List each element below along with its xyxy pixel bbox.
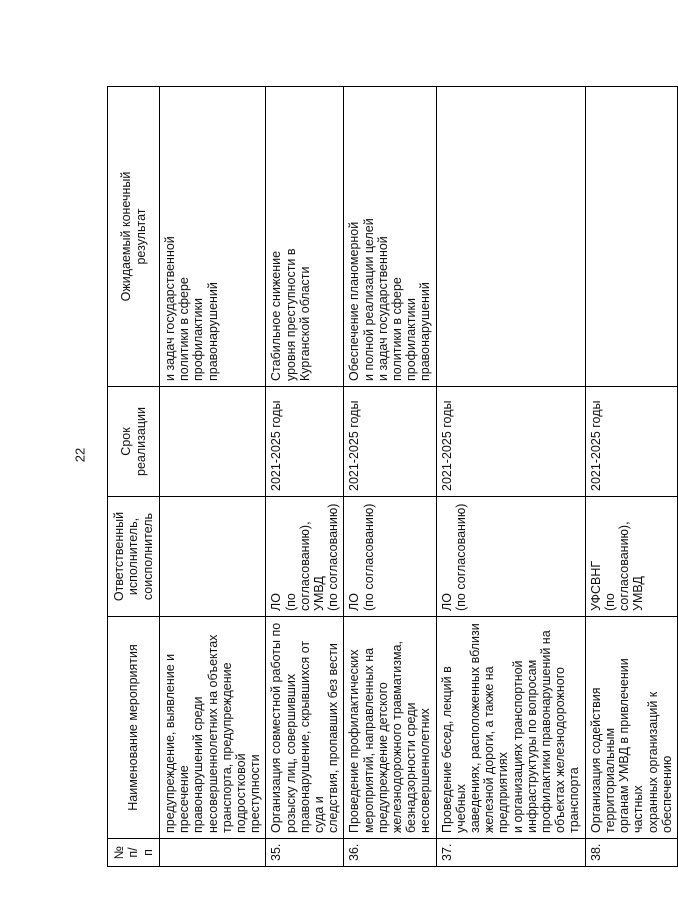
header-num: № п/ п <box>108 839 160 867</box>
page-number: 22 <box>72 447 88 463</box>
row-num: 36. <box>344 839 436 867</box>
row-executor <box>160 497 266 617</box>
table-row <box>160 87 266 867</box>
row-executor: ЛО (по согласованию) <box>344 497 436 617</box>
table-row <box>344 87 436 867</box>
row-result: Стабильное снижение уровня преступности в Курганской области <box>266 87 344 387</box>
row-term: 2021-2025 годы <box>585 387 677 497</box>
row-term: 2021-2025 годы <box>266 387 344 497</box>
row-num: 38. <box>585 839 677 867</box>
row-executor: УФСВНГ (по согласованию), УМВД <box>585 497 677 617</box>
row-term <box>160 387 266 497</box>
row-name: Организация совместной работы по розыску лиц, совершивших правонарушение, скрывшихся от суда и следствия, пропавших без вести <box>266 617 344 839</box>
row-executor: ЛО (по согласованию) <box>436 497 585 617</box>
row-num: 35. <box>266 839 344 867</box>
header-name: Наименование мероприятия <box>108 617 160 839</box>
row-name: Организация содействия территориальным органам УМВД в привлечении частных охранных организаций к обеспечению <box>585 617 677 839</box>
row-name: Проведение профилактических мероприятий, направленных на предупреждение детского железнодорожного травматизма, безнадзорности среди несовершеннолетних <box>344 617 436 839</box>
table-row <box>436 87 585 867</box>
row-num: 37. <box>436 839 585 867</box>
table-header-row <box>108 87 160 867</box>
row-result: и задач государственной политики в сфере профилактики правонарушений <box>160 87 266 387</box>
row-result <box>585 87 677 387</box>
measures-table-sheet <box>107 87 674 867</box>
row-name: Проведение бесед, лекций в учебных заведениях, расположенных вблизи железной дороги, а также на предприятиях и организациях транспортной инфраструктуры по вопросам профилактики правонарушений на объектах железнодорожного транспорта <box>436 617 585 839</box>
header-executor: Ответственный исполнитель, соисполнитель <box>108 497 160 617</box>
row-name: предупреждение, выявление и пресечение правонарушений среди несовершеннолетних на объектах транспорта, предупреждение подростковой преступности <box>160 617 266 839</box>
row-result: Обеспечение планомерной и полной реализации целей и задач государственной политики в сфере профилактики правонарушений <box>344 87 436 387</box>
row-result <box>436 87 585 387</box>
row-term: 2021-2025 годы <box>436 387 585 497</box>
header-term: Срок реализации <box>108 387 160 497</box>
row-num <box>160 839 266 867</box>
row-executor: ЛО (по согласованию), УМВД (по согласованию) <box>266 497 344 617</box>
row-term: 2021-2025 годы <box>344 387 436 497</box>
measures-table <box>107 86 678 867</box>
header-result: Ожидаемый конечный результат <box>108 87 160 387</box>
table-row <box>266 87 344 867</box>
table-row <box>585 87 677 867</box>
